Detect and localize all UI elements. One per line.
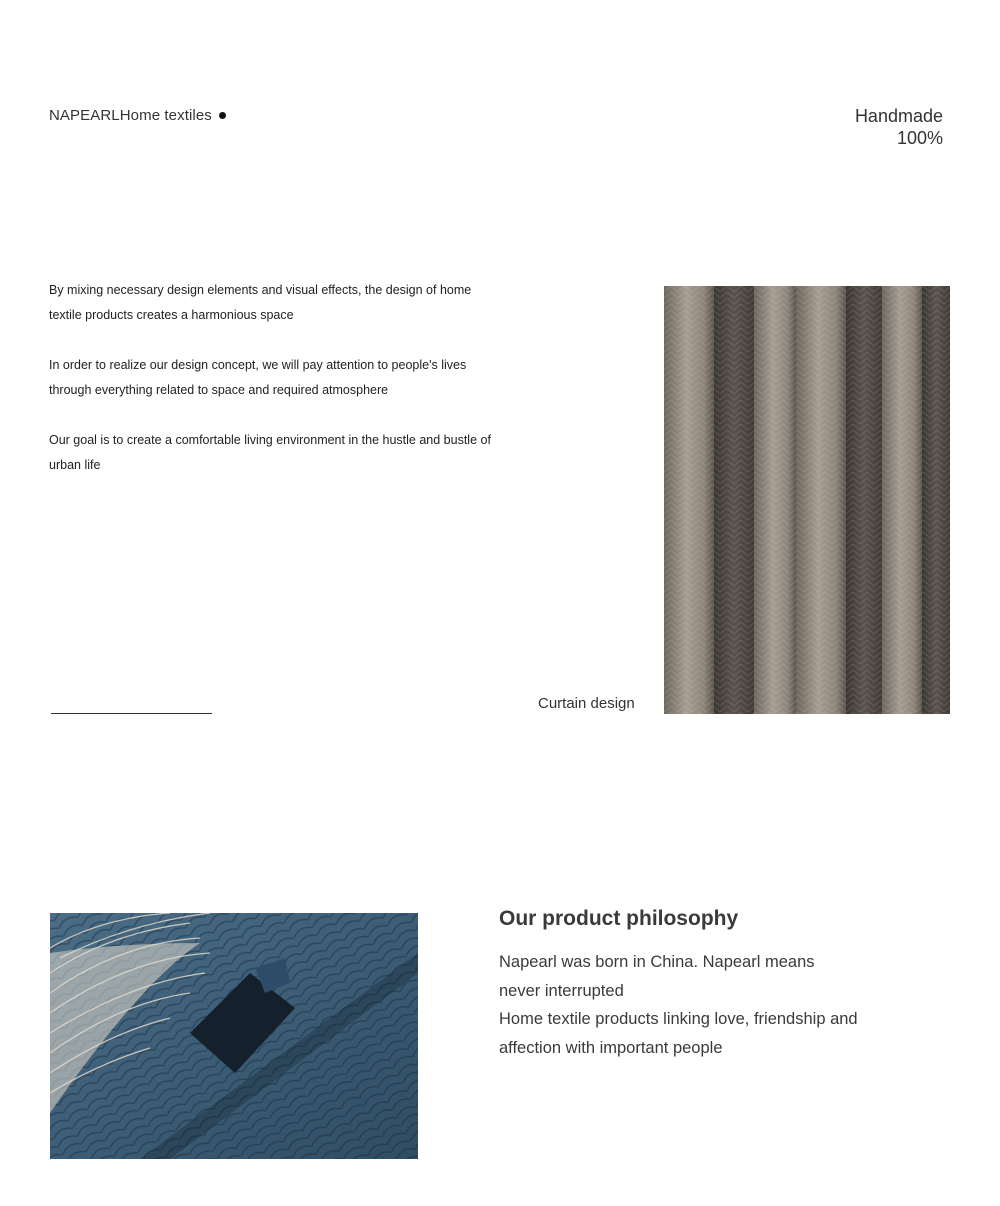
blue-fabric-photo: [50, 913, 418, 1159]
handmade-badge: [855, 105, 943, 149]
brand-header: [49, 107, 226, 124]
brand-name: NAPEARLHome textiles: [49, 107, 212, 124]
philosophy-body: Napearl was born in China. Napearl means never interrupted Home textile products linking love, friendship and affection with important people: [499, 953, 858, 1057]
intro-paragraph-3: Our goal is to create a comfortable living environment in the hustle and bustle of urban life: [49, 433, 491, 472]
handmade-label: Handmade: [854, 106, 943, 126]
intro-text: [49, 278, 499, 503]
intro-paragraph-2: In order to realize our design concept, we will pay attention to people's lives through everything related to space and required atmosphere: [49, 358, 467, 397]
handmade-percent: 100%: [896, 128, 943, 148]
philosophy-title: Our product philosophy: [499, 907, 739, 930]
curtain-photo: [664, 286, 950, 714]
divider-line: [51, 713, 212, 714]
intro-paragraph-1: By mixing necessary design elements and visual effects, the design of home textile products creates a harmonious space: [49, 283, 472, 322]
dot-icon: [219, 112, 226, 119]
curtain-caption: Curtain design: [538, 695, 635, 712]
